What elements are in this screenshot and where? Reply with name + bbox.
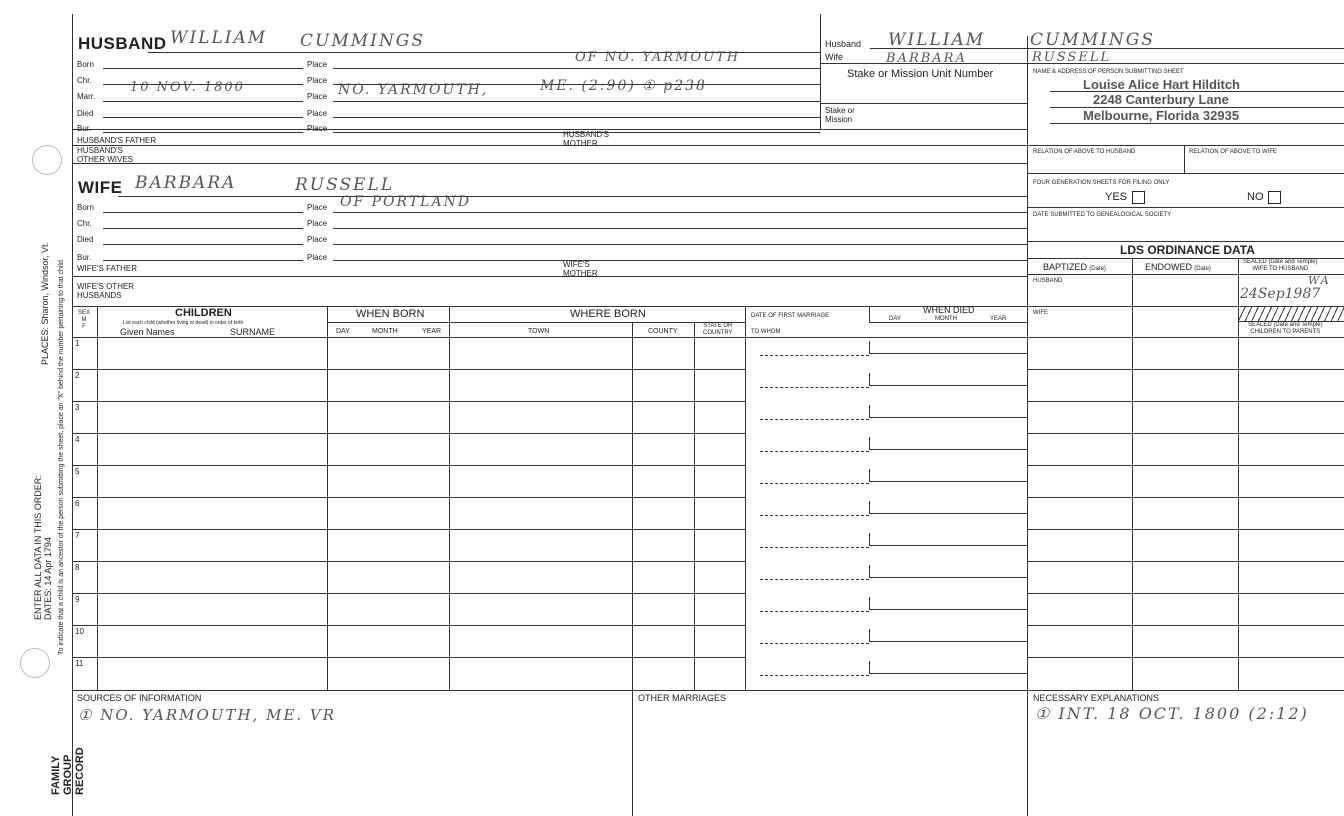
lds-title: LDS ORDINANCE DATA — [1120, 243, 1255, 257]
wife-born-place: OF PORTLAND — [340, 194, 472, 210]
other-marriages-label: OTHER MARRIAGES — [638, 693, 727, 703]
submitter-label: NAME & ADDRESS OF PERSON SUBMITTING SHEET — [1033, 69, 1184, 75]
husband-chr-date: 10 NOV. 1800 — [130, 80, 245, 95]
form-title: FAMILY GROUP RECORD — [50, 747, 86, 795]
date-submitted-label: DATE SUBMITTED TO GENEALOGICAL SOCIETY — [1033, 212, 1172, 218]
lds-husband-label: HUSBAND — [1033, 278, 1063, 284]
col-when-born-label: WHEN BORN — [356, 308, 425, 320]
place-label: Place — [307, 219, 328, 228]
col-surname-label: SURNAME — [230, 327, 276, 337]
header-husband-surname: CUMMINGS — [1030, 30, 1155, 50]
header-wife-given: BARBARA — [886, 51, 967, 66]
child-row-number: 1 — [75, 339, 80, 348]
submitter-street: 2248 Canterbury Lane — [1093, 92, 1229, 107]
husband-born-label: Born — [77, 60, 94, 69]
child-row-number: 8 — [75, 563, 80, 572]
col-first-marriage-label: DATE OF FIRST MARRIAGE — [751, 313, 830, 319]
lds-hatch — [1239, 307, 1344, 321]
place-label: Place — [307, 203, 328, 212]
husband-died-label: Died — [77, 109, 94, 118]
husband-marr-place-ref: ME. (2:90) ① p238 — [540, 78, 707, 94]
sources-text: ① NO. YARMOUTH, ME. VR — [78, 706, 337, 724]
relation-wife-label: RELATION OF ABOVE TO WIFE — [1189, 149, 1278, 155]
col-children-label: CHILDREN — [175, 307, 232, 319]
sources-label: SOURCES OF INFORMATION — [77, 693, 202, 703]
stake-mission-label: Stake or Mission — [825, 106, 855, 124]
stake-unit-label: Stake or Mission Unit Number — [847, 68, 994, 80]
col-where-born-label: WHERE BORN — [570, 308, 646, 320]
husband-father-label: HUSBAND'S FATHER — [77, 136, 157, 145]
husband-marr-place: NO. YARMOUTH, — [338, 82, 489, 98]
place-label: Place — [307, 109, 328, 118]
four-gen-no-checkbox[interactable] — [1268, 191, 1281, 204]
child-row-number: 11 — [75, 659, 84, 668]
place-label: Place — [307, 124, 328, 133]
explanations-label: NECESSARY EXPLANATIONS — [1033, 693, 1160, 703]
relation-husband-label: RELATION OF ABOVE TO HUSBAND — [1033, 149, 1136, 155]
header-wife-label: Wife — [825, 52, 843, 62]
col-sex-label: SEX M F — [78, 310, 91, 330]
lds-sealed-husband-label: SEALED (Date and Temple) WIFE TO HUSBAND — [1243, 259, 1318, 272]
col-county-label: COUNTY — [648, 328, 678, 335]
col-died-year-label: YEAR — [990, 316, 1007, 322]
wife-given-name: BARBARA — [135, 173, 237, 193]
col-given-label: Given Names — [120, 327, 175, 337]
husband-heading: HUSBAND — [78, 34, 167, 53]
wife-born-label: Born — [77, 203, 94, 212]
wife-mother-label: WIFE'S MOTHER — [563, 260, 598, 278]
col-month-label: MONTH — [372, 328, 398, 335]
margin-dates: DATES: 14 Apr 1794 — [43, 537, 53, 620]
husband-surname: CUMMINGS — [300, 31, 425, 51]
col-to-whom-label: TO WHOM — [751, 329, 781, 335]
child-row-number: 2 — [75, 371, 80, 380]
header-wife-surname: RUSSELL — [1032, 50, 1112, 65]
four-gen-no-label: NO — [1247, 191, 1264, 203]
place-label: Place — [307, 92, 328, 101]
husband-given-name: WILLIAM — [170, 28, 268, 48]
wife-heading: WIFE — [78, 178, 123, 197]
child-row-number: 5 — [75, 467, 80, 476]
wife-bur-label: Bur. — [77, 253, 92, 262]
col-died-month-label: MONTH — [935, 316, 957, 322]
col-state-label: STATE OR COUNTRY — [703, 323, 733, 336]
child-row-number: 4 — [75, 435, 80, 444]
husband-chr-label: Chr. — [77, 76, 92, 85]
place-label: Place — [307, 60, 328, 69]
wife-surname: RUSSELL — [295, 175, 395, 195]
lds-sealed-date: 24Sep1987 — [1240, 286, 1321, 302]
explanations-text: ① INT. 18 OCT. 1800 (2:12) — [1035, 704, 1309, 723]
husband-bur-label: Bur. — [77, 124, 92, 133]
four-gen-yes-label: YES — [1105, 191, 1128, 203]
wife-other-husbands-label: WIFE'S OTHER HUSBANDS — [77, 282, 135, 300]
col-day-label: DAY — [336, 328, 350, 335]
place-label: Place — [307, 253, 328, 262]
col-children-instruction: List each child (whether living or dead) in order of birth — [123, 320, 244, 326]
place-label: Place — [307, 235, 328, 244]
child-row-number: 10 — [75, 627, 84, 636]
submitter-name: Louise Alice Hart Hilditch — [1083, 77, 1240, 92]
col-when-died-label: WHEN DIED — [923, 305, 975, 315]
wife-died-label: Died — [77, 235, 94, 244]
col-town-label: TOWN — [528, 328, 550, 335]
header-husband-given: WILLIAM — [888, 30, 986, 50]
lds-baptized-label: BAPTIZED (Date) — [1043, 262, 1106, 272]
child-row-number: 3 — [75, 403, 80, 412]
husband-marr-label: Marr. — [77, 92, 96, 101]
husband-born-place: OF NO. YARMOUTH — [575, 50, 741, 65]
child-row-number: 7 — [75, 531, 80, 540]
lds-endowed-label: ENDOWED (Date) — [1145, 262, 1211, 272]
lds-sealed-wa: WA — [1308, 274, 1331, 287]
margin-indicate: To indicate that a child is an ancestor of the person submitting the sheet, place an "X" behind the number pertaining to that child. — [58, 258, 65, 655]
col-year-label: YEAR — [422, 328, 442, 335]
lds-wife-label: WIFE — [1033, 310, 1048, 316]
col-died-day-label: DAY — [889, 316, 901, 322]
husband-mother-label: HUSBAND'S MOTHER — [563, 130, 609, 148]
four-gen-label: FOUR GENERATION SHEETS FOR FILING ONLY — [1033, 180, 1170, 186]
four-gen-yes-checkbox[interactable] — [1132, 191, 1145, 204]
header-husband-label: Husband — [825, 39, 862, 49]
punch-hole-bottom — [20, 648, 50, 678]
child-row-number: 9 — [75, 595, 80, 604]
margin-enter: ENTER ALL DATA IN THIS ORDER: — [33, 475, 43, 620]
lds-sealed-children-label: SEALED (Date and Temple) CHILDREN TO PARENTS — [1248, 322, 1323, 335]
margin-places: PLACES: Sharon, Windsor, Vt. — [40, 241, 50, 365]
husband-other-wives-label: HUSBAND'S OTHER WIVES — [77, 146, 134, 164]
place-label: Place — [307, 76, 328, 85]
wife-father-label: WIFE'S FATHER — [77, 264, 138, 273]
wife-chr-label: Chr. — [77, 219, 92, 228]
child-row-number: 6 — [75, 499, 80, 508]
punch-hole-top — [32, 145, 62, 175]
submitter-city: Melbourne, Florida 32935 — [1083, 108, 1240, 123]
